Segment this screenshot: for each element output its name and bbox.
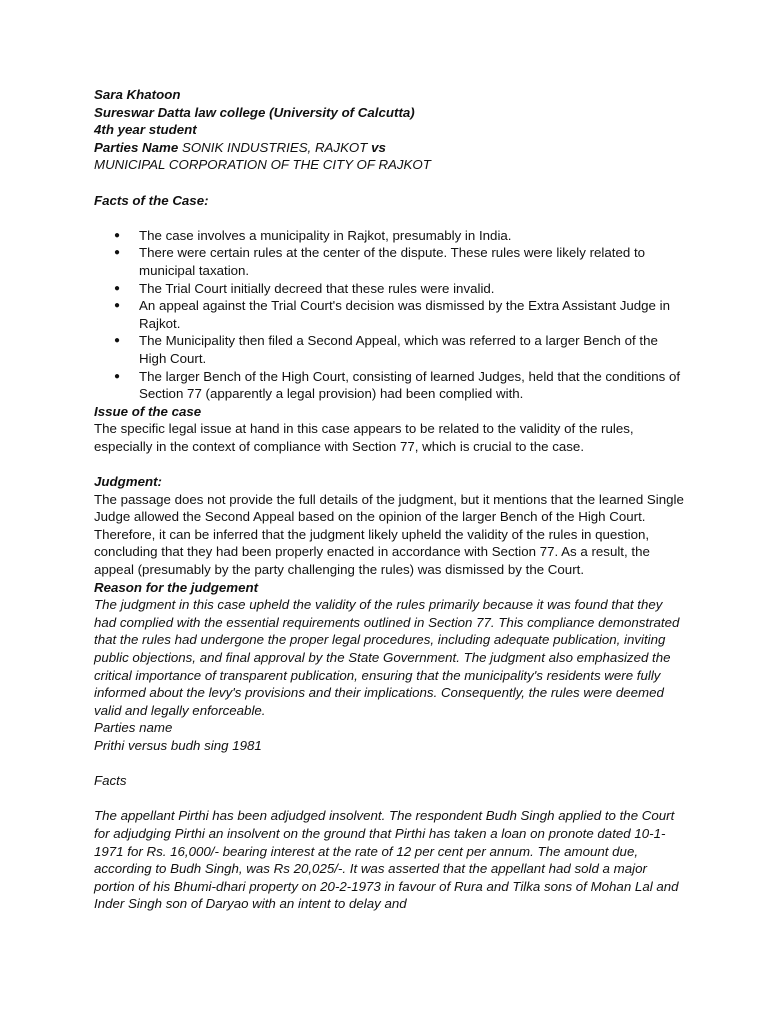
list-item: ● The case involves a municipality in Rajkot, presumably in India. <box>94 227 684 245</box>
case2-facts-heading: Facts <box>94 773 127 789</box>
list-item: ● The Municipality then filed a Second Appeal, which was referred to a larger Bench of the High Court. <box>94 332 684 367</box>
reason-heading: Reason for the judgement <box>94 579 259 595</box>
parties-line <box>94 139 684 157</box>
list-item: ● The larger Bench of the High Court, consisting of learned Judges, held that the conditions of Section 77 (apparently a legal provision) had been complied with. <box>94 368 684 403</box>
list-item: ● An appeal against the Trial Court's decision was dismissed by the Extra Assistant Judge in Rajkot. <box>94 297 684 332</box>
reason-text: The judgment in this case upheld the validity of the rules primarily because it was found that they had complied with the essential requirements outlined in Section 77. This compliance demonstrated that the rules had undergone the proper legal procedures, including adequate publication, inviting public objections, and final approval by the State Government. The judgment also emphasized the critical importance of transparent publication, ensuring that the municipality's residents were fully informed about the levy's provisions and their implications. Consequently, the rules were deemed valid and legally enforceable. <box>94 597 680 718</box>
college-name: Sureswar Datta law college (University of Calcutta) <box>94 104 415 120</box>
facts-heading: Facts of the Case: <box>94 192 209 208</box>
author-name: Sara Khatoon <box>94 87 181 102</box>
parties-label: Parties Name <box>94 139 179 155</box>
student-year: 4th year student <box>94 122 197 138</box>
facts-list <box>94 227 684 403</box>
case2-parties-value: Prithi versus budh sing 1981 <box>94 737 262 753</box>
list-item: ● The Trial Court initially decreed that these rules were invalid. <box>94 280 684 298</box>
parties-value-1: SONIK INDUSTRIES, RAJKOT <box>178 139 372 155</box>
case2-facts-text: The appellant Pirthi has been adjudged insolvent. The respondent Budh Singh applied to the Court for adjudging Pirthi an insolvent on the ground that Pirthi has taken a loan on pronote dated 10-1-1971 for Rs. 16,000/- bearing interest at the rate of 12 per cent per annum. The amount due, according to Budh Singh, was Rs 20,025/-. It was asserted that the appellant had sold a major portion of his Bhumi-dhari property on 20-2-1973 in favour of Rura and Tilka sons of Mohan Lal and Inder Singh son of Daryao with an intent to delay and <box>94 808 679 912</box>
issue-text: The specific legal issue at hand in this case appears to be related to the validity of the rules, especially in the context of compliance with Section 77, which is crucial to the case. <box>94 421 634 454</box>
list-item: ● There were certain rules at the center of the dispute. These rules were likely related to municipal taxation. <box>94 244 684 279</box>
issue-heading: Issue of the case <box>94 403 202 419</box>
parties-vs: vs <box>371 139 386 155</box>
judgment-text: The passage does not provide the full details of the judgment, but it mentions that the learned Single Judge allowed the Second Appeal based on the opinion of the larger Bench of the High Court. Therefore, it can be inferred that the judgment likely upheld the validity of the rules in question, concluding that they had been properly enacted in accordance with Section 77. As a result, the appeal (presumably by the party challenging the rules) was dismissed by the Court. <box>94 491 684 578</box>
case2-parties-label: Parties name <box>94 720 173 736</box>
judgment-heading: Judgment: <box>94 474 162 490</box>
parties-value-2: MUNICIPAL CORPORATION OF THE CITY OF RAJKOT <box>94 157 431 173</box>
document-page <box>94 86 684 913</box>
